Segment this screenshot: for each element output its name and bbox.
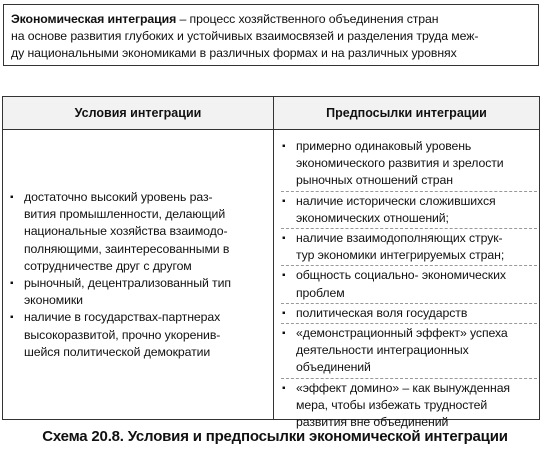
condition-item-line: экономики bbox=[24, 293, 83, 308]
integration-table bbox=[2, 96, 540, 430]
prerequisites-list bbox=[281, 138, 537, 433]
prerequisite-item bbox=[281, 325, 537, 379]
conditions-list bbox=[9, 189, 271, 361]
prerequisite-item-line: мера, чтобы избежать трудностей bbox=[296, 397, 488, 412]
definition-text-1: процесс хозяйственного объединения стран bbox=[189, 12, 439, 26]
prerequisite-item-line: объединений bbox=[296, 360, 371, 375]
header-prerequisites: Предпосылки интеграции bbox=[326, 106, 487, 120]
prerequisite-item bbox=[281, 305, 537, 324]
column-divider bbox=[273, 97, 274, 419]
definition-dash: – bbox=[176, 12, 190, 26]
bullet-icon: ▪ bbox=[10, 192, 14, 203]
prerequisite-item bbox=[281, 380, 537, 433]
prerequisite-item-line: рыночных отношений стран bbox=[296, 173, 453, 188]
header-conditions: Условия интеграции bbox=[74, 106, 202, 120]
condition-item-line: высокоразвитой, прочно укоренив- bbox=[24, 327, 221, 342]
bullet-icon: ▪ bbox=[282, 328, 286, 340]
definition-line-3: ду национальными экономиками в различных формах и на различных уровнях bbox=[11, 46, 457, 60]
condition-item-line: рыночный, децентрализованный тип bbox=[24, 276, 231, 291]
condition-item bbox=[9, 189, 271, 275]
condition-item-line: достаточно высокий уровень раз- bbox=[24, 190, 213, 204]
definition-box bbox=[3, 4, 539, 66]
definition-line-1 bbox=[11, 11, 530, 28]
bullet-icon: ▪ bbox=[282, 382, 286, 394]
condition-item bbox=[9, 309, 271, 361]
prerequisite-item-line: примерно одинаковый уровень bbox=[296, 139, 472, 153]
prerequisite-item-line: «демонстрационный эффект» успеха bbox=[296, 326, 508, 341]
prerequisite-item bbox=[281, 230, 537, 266]
bullet-icon: ▪ bbox=[10, 278, 14, 290]
bullet-icon: ▪ bbox=[282, 270, 286, 282]
bullet-icon: ▪ bbox=[282, 233, 286, 245]
condition-item-line: вития промышленности, делающий bbox=[24, 207, 226, 222]
condition-item-line: шейся политической демократии bbox=[24, 344, 211, 359]
condition-item-line: сотрудничестве друг с другом bbox=[24, 258, 192, 273]
condition-item-line: национальные хозяйства взаимодо- bbox=[24, 224, 228, 239]
prerequisite-item-line: общность социально- экономических bbox=[296, 268, 506, 283]
prerequisite-item-line: деятельности интеграционных bbox=[296, 343, 469, 358]
prerequisite-item-line: политическая воля государств bbox=[296, 305, 468, 320]
table-header-row bbox=[3, 97, 539, 130]
definition-term: Экономическая интеграция bbox=[11, 12, 177, 26]
prerequisite-item-line: «эффект домино» – как вынужденная bbox=[296, 380, 510, 395]
prerequisite-item-line: развития вне объединений bbox=[296, 415, 449, 430]
prerequisite-item bbox=[281, 138, 537, 192]
condition-item-line: полняющими, заинтересованными в bbox=[24, 241, 230, 256]
prerequisite-item-line: экономических отношений; bbox=[296, 210, 449, 225]
prerequisite-item bbox=[281, 267, 537, 303]
condition-item bbox=[9, 275, 271, 309]
prerequisite-item-line: проблем bbox=[296, 285, 345, 300]
bullet-icon: ▪ bbox=[10, 312, 14, 324]
figure-caption: Схема 20.8. Условия и предпосылки экономической интеграции bbox=[42, 428, 508, 445]
bullet-icon: ▪ bbox=[282, 141, 286, 152]
prerequisite-item-line: наличие взаимодополняющих струк- bbox=[296, 231, 503, 246]
prerequisite-item-line: наличие исторически сложившихся bbox=[296, 193, 496, 208]
prerequisite-item-line: экономического развития и зрелости bbox=[296, 156, 504, 171]
prerequisite-item bbox=[281, 193, 537, 229]
bullet-icon: ▪ bbox=[282, 307, 286, 319]
definition-line-2: на основе развития глубоких и устойчивых взаимосвязей и разделения труда меж- bbox=[11, 29, 479, 43]
condition-item-line: наличие в государствах-партнерах bbox=[24, 310, 221, 325]
prerequisite-item-line: тур экономики интегрируемых стран; bbox=[296, 248, 505, 263]
bullet-icon: ▪ bbox=[282, 195, 286, 207]
